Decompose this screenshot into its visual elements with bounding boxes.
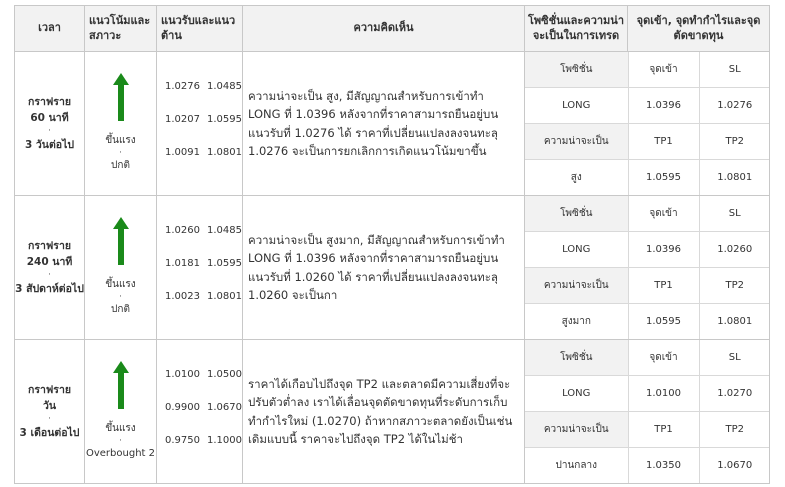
trade-setup-table — [525, 196, 770, 339]
setup-value-row — [525, 232, 770, 268]
trade-setup-table — [525, 340, 770, 483]
trend-strength: ขึ้นแรง — [105, 423, 136, 435]
sr-line — [165, 70, 242, 103]
resistance-value: 1.0801 — [207, 147, 242, 158]
timeframe-cell — [15, 340, 85, 484]
entry-label: จุดเข้า — [628, 196, 699, 232]
separator-dot: · — [48, 126, 51, 137]
support-resistance-cell — [157, 196, 243, 340]
tp1-value: 1.0595 — [628, 159, 699, 195]
timeframe-label: กราฟราย — [27, 95, 71, 108]
trend-strength: ขึ้นแรง — [105, 135, 136, 147]
trade-setup-table — [525, 52, 770, 195]
probability-value: สูง — [525, 159, 628, 195]
sl-value: 1.0276 — [699, 88, 770, 124]
header-support-resistance: แนวรับและแนวต้าน — [157, 6, 243, 52]
header-position: โพซิชั่นและความน่าจะเป็นในการเทรด — [525, 6, 628, 52]
probability-label: ความน่าจะเป็น — [525, 268, 628, 304]
sl-label: SL — [699, 196, 770, 232]
header-trend: แนวโน้มและสภาวะ — [85, 6, 157, 52]
sl-value: 1.0260 — [699, 232, 770, 268]
timeframe-label: กราฟราย — [27, 239, 71, 252]
position-label: โพซิชั่น — [525, 52, 628, 88]
tp2-value: 1.0801 — [699, 303, 770, 339]
probability-value: ปานกลาง — [525, 447, 628, 483]
setup-value-row — [525, 376, 770, 412]
separator-dot: · — [119, 291, 122, 302]
tp2-label: TP2 — [699, 268, 770, 304]
sr-line — [165, 358, 242, 391]
setup-label-row — [525, 196, 770, 232]
target-value-row — [525, 159, 770, 195]
trend-condition: Overbought 2 — [85, 448, 155, 460]
trend-cell — [85, 52, 157, 196]
trend-condition: ปกติ — [111, 304, 130, 316]
up-arrow-icon — [113, 73, 129, 121]
trade-setup-cell — [525, 196, 770, 340]
entry-label: จุดเข้า — [628, 52, 699, 88]
sr-line — [165, 280, 242, 313]
tp2-label: TP2 — [699, 412, 770, 448]
entry-value: 1.0396 — [628, 232, 699, 268]
position-label: โพซิชั่น — [525, 340, 628, 376]
tp2-label: TP2 — [699, 124, 770, 160]
resistance-value: 1.0801 — [207, 291, 242, 302]
tp2-value: 1.0670 — [699, 447, 770, 483]
target-value-row — [525, 447, 770, 483]
trade-setup-cell — [525, 340, 770, 484]
comment-cell: ความน่าจะเป็น สูงมาก, มีสัญญาณสำหรับการเข้าทำ LONG ที่ 1.0396 หลังจากที่ราคาสามารถยืนอยู่บนแนวรับที่ 1.0260 ได้ ราคาที่เปลี่ยนแปลงลงจนทะลุ 1.0260 จะเป็นกา — [243, 196, 525, 340]
forecast-table — [14, 5, 770, 484]
support-value: 1.0023 — [165, 291, 200, 302]
sr-line — [165, 424, 242, 457]
header-comment: ความคิดเห็น — [243, 6, 525, 52]
timeframe-cell — [15, 52, 85, 196]
sr-line — [165, 214, 242, 247]
target-label-row — [525, 412, 770, 448]
separator-dot: · — [119, 147, 122, 158]
table-header-row — [15, 6, 770, 52]
timeframe-period: 240 นาที — [26, 255, 73, 268]
timeframe-period: วัน — [42, 399, 57, 412]
setup-label-row — [525, 52, 770, 88]
sl-value: 1.0270 — [699, 376, 770, 412]
forecast-table-container — [14, 5, 770, 484]
header-time: เวลา — [15, 6, 85, 52]
setup-value-row — [525, 88, 770, 124]
support-value: 1.0276 — [165, 81, 200, 92]
support-value: 0.9750 — [165, 435, 200, 446]
support-value: 1.0181 — [165, 258, 200, 269]
resistance-value: 1.0595 — [207, 114, 242, 125]
entry-label: จุดเข้า — [628, 340, 699, 376]
sr-line — [165, 391, 242, 424]
timeframe-horizon: 3 เดือนต่อไป — [19, 427, 80, 440]
separator-dot: · — [119, 435, 122, 446]
timeframe-label: กราฟราย — [27, 383, 71, 396]
timeframe-horizon: 3 สัปดาห์ต่อไป — [15, 283, 84, 296]
tp1-label: TP1 — [628, 412, 699, 448]
timeframe-period: 60 นาที — [30, 111, 69, 124]
support-resistance-cell — [157, 52, 243, 196]
position-value: LONG — [525, 376, 628, 412]
resistance-value: 1.0595 — [207, 258, 242, 269]
table-row — [15, 52, 770, 196]
probability-label: ความน่าจะเป็น — [525, 124, 628, 160]
support-value: 1.0100 — [165, 369, 200, 380]
trend-cell — [85, 340, 157, 484]
sr-line — [165, 103, 242, 136]
separator-dot: · — [48, 270, 51, 281]
table-row — [15, 196, 770, 340]
sl-label: SL — [699, 340, 770, 376]
sr-line — [165, 136, 242, 169]
position-label: โพซิชั่น — [525, 196, 628, 232]
position-value: LONG — [525, 232, 628, 268]
resistance-value: 1.0485 — [207, 81, 242, 92]
resistance-value: 1.0500 — [207, 369, 242, 380]
timeframe-cell — [15, 196, 85, 340]
trend-cell — [85, 196, 157, 340]
timeframe-horizon: 3 วันต่อไป — [24, 139, 75, 152]
trade-setup-cell — [525, 52, 770, 196]
tp1-value: 1.0350 — [628, 447, 699, 483]
sr-line — [165, 247, 242, 280]
resistance-value: 1.0485 — [207, 225, 242, 236]
tp1-label: TP1 — [628, 268, 699, 304]
support-resistance-cell — [157, 340, 243, 484]
target-label-row — [525, 124, 770, 160]
support-value: 1.0207 — [165, 114, 200, 125]
trend-condition: ปกติ — [111, 160, 130, 172]
entry-value: 1.0100 — [628, 376, 699, 412]
target-value-row — [525, 303, 770, 339]
probability-label: ความน่าจะเป็น — [525, 412, 628, 448]
support-value: 0.9900 — [165, 402, 200, 413]
up-arrow-icon — [113, 217, 129, 265]
comment-cell: ความน่าจะเป็น สูง, มีสัญญาณสำหรับการเข้าทำ LONG ที่ 1.0396 หลังจากที่ราคาสามารถยืนอยู่บนแนวรับที่ 1.0276 ได้ ราคาที่เปลี่ยนแปลงลงจนทะลุ 1.0276 จะเป็นการยกเลิกการเกิดแนวโน้มขาขึ้น — [243, 52, 525, 196]
resistance-value: 1.0670 — [207, 402, 242, 413]
position-value: LONG — [525, 88, 628, 124]
tp2-value: 1.0801 — [699, 159, 770, 195]
entry-value: 1.0396 — [628, 88, 699, 124]
up-arrow-icon — [113, 361, 129, 409]
target-label-row — [525, 268, 770, 304]
setup-label-row — [525, 340, 770, 376]
support-value: 1.0091 — [165, 147, 200, 158]
separator-dot: · — [48, 414, 51, 425]
trend-strength: ขึ้นแรง — [105, 279, 136, 291]
sl-label: SL — [699, 52, 770, 88]
comment-cell: ราคาได้เกือบไปถึงจุด TP2 และตลาดมีความเสี่ยงที่จะปรับตัวต่ำลง เราได้เลื่อนจุดตัดขาดทุนที่ระดับการเก็บทำกำไรใหม่ (1.0270) ถ้าหากสภาวะตลาดยังเป็นเช่นเดิมแบบนี้ ราคาจะไปถึงจุด TP2 ได้ในไม่ช้า — [243, 340, 525, 484]
resistance-value: 1.1000 — [207, 435, 242, 446]
tp1-label: TP1 — [628, 124, 699, 160]
header-entry: จุดเข้า, จุดทำกำไรและจุดตัดขาดทุน — [628, 6, 770, 52]
support-value: 1.0260 — [165, 225, 200, 236]
probability-value: สูงมาก — [525, 303, 628, 339]
tp1-value: 1.0595 — [628, 303, 699, 339]
table-row — [15, 340, 770, 484]
